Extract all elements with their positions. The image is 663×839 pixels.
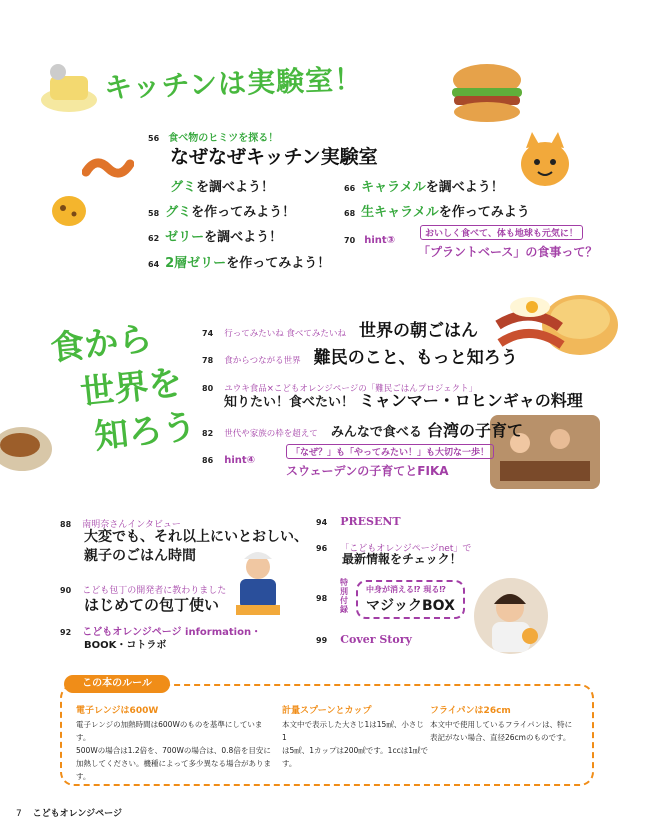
page-number: 64 (148, 260, 160, 269)
butter-dish-illustration (38, 62, 100, 114)
page-number: 88 (60, 520, 72, 529)
entry-subtitle: 「こどもオレンジページnet」で (340, 544, 472, 554)
toc-entry-98[interactable] (316, 586, 333, 605)
entry-title-line2[interactable]: 親子のごはん時間 (84, 548, 196, 564)
entry-subtitle: ユウキ食品×こどもオレンジページの「難民ごはんプロジェクト」 (224, 384, 478, 394)
entry-title: 台湾の子育て (426, 421, 523, 440)
page-number: 96 (316, 544, 328, 553)
toc-entry-99[interactable] (316, 628, 412, 647)
child-photo (474, 578, 548, 654)
rule-measuring (282, 705, 428, 770)
rule-line: 加熱してください。機種によって多少異なる場合があります。 (76, 759, 271, 781)
entry-title-pre: 知りたい！食べたい！ (224, 395, 355, 410)
section2-title-line3: 知ろう (92, 406, 199, 458)
toc-entry-94[interactable] (316, 510, 401, 529)
hint-badge: hint④ (224, 455, 256, 466)
entry-accent: 2層ゼリー (165, 256, 227, 271)
entry-subtitle: 世代や家族の枠を超えて (224, 429, 318, 439)
toc-entry-64[interactable] (148, 252, 330, 271)
entry-accent: グミ (170, 180, 197, 195)
dish-photo (0, 415, 52, 473)
page-number: 68 (344, 209, 356, 218)
rule-line: 本文中で表示した大さじ1は15㎖、小さじ1 (282, 720, 424, 742)
entry-rest: を調べよう！ (196, 180, 275, 195)
footer-page-number: 7 (16, 809, 22, 819)
entry-accent: グミ (165, 205, 192, 220)
page-number: 86 (202, 456, 214, 465)
special-supplement-tag: 特別付録 (340, 578, 348, 614)
magic-box-badge[interactable] (356, 580, 465, 619)
knife-lesson-photo (228, 545, 286, 619)
toc-entry-68[interactable] (344, 201, 530, 220)
cookie-illustration (50, 194, 88, 228)
toc-entry-82[interactable] (202, 418, 523, 441)
entry-subtitle: 食からつながる世界 (224, 356, 301, 366)
page-number: 56 (148, 134, 160, 143)
rule-head: フライパンは26cm (430, 706, 511, 716)
section2-title-line2: 世界を (78, 362, 185, 414)
page-number: 74 (202, 329, 214, 338)
entry-rest: を作ってみよう！ (226, 256, 331, 271)
sausage-illustration (82, 152, 134, 186)
hint-title[interactable]: 「プラントベース」の食事って？ (418, 245, 598, 259)
entry-accent: ゼリー (165, 230, 205, 245)
toc-entry-78[interactable] (202, 343, 518, 368)
entry-rest: を作ってみよう (438, 205, 530, 220)
rule-head: 電子レンジは600W (76, 706, 159, 716)
entry-title-line1[interactable]: はじめての包丁使い (84, 596, 220, 614)
entry-accent: 生キャラメル (361, 205, 439, 220)
entry-title[interactable]: なぜなぜキッチン実験室 (170, 146, 378, 168)
hint-title[interactable]: スウェーデンの子育てとFIKA (286, 464, 449, 478)
rules-tab: この本のルール (64, 675, 170, 693)
entry-title: ミャンマー・ロヒンギャの料理 (359, 391, 583, 410)
page-number: 78 (202, 356, 214, 365)
hint-subtitle: 「なぜ？」も「やってみたい！」も大切な一歩！ (286, 444, 494, 459)
toc-entry-86[interactable] (202, 448, 255, 467)
entry-rest: を調べよう！ (425, 180, 504, 195)
page-number: 70 (344, 236, 356, 245)
toc-entry-74[interactable] (202, 316, 478, 341)
section1-title: キッチンは実験室！ (103, 62, 364, 105)
rule-line: 電子レンジの加熱時間は600Wのものを基準にしています。 (76, 720, 263, 742)
rule-frypan (430, 705, 580, 744)
burger-illustration (444, 62, 530, 124)
rule-line: 本文中で使用しているフライパンは、特に (430, 720, 573, 729)
entry-subtitle: 行ってみたいね 食べてみたいね (224, 329, 346, 339)
entry-title: Cover Story (340, 633, 412, 646)
section2-title-line1: 食から (48, 318, 155, 370)
entry-title-line1[interactable]: 大変でも、それ以上にいとおしい、 (84, 529, 308, 545)
footer-brand: こどもオレンジページ (32, 809, 122, 819)
entry-subtitle: こども包丁の開発者に教わりました (82, 586, 227, 596)
entry-rest: を作ってみよう！ (191, 205, 296, 220)
toc-entry-62[interactable] (148, 226, 282, 245)
entry-title: 難民のこと、もっと知ろう (313, 348, 518, 368)
rule-microwave (76, 705, 276, 783)
entry-title: PRESENT (340, 515, 401, 528)
toc-entry-58[interactable] (148, 201, 295, 220)
page-number: 92 (60, 628, 72, 637)
entry-subtitle: こどもオレンジページ information・ (82, 627, 262, 638)
rule-line: 表記がない場合、直径26cmのものです。 (430, 733, 571, 742)
entry-title: マジックBOX (366, 598, 455, 614)
footer (16, 806, 122, 819)
entry-title[interactable]: 最新情報をチェック！ (342, 552, 462, 566)
page-number: 66 (344, 184, 356, 193)
hint-subtitle: おいしく食べて、体も地球も元気に！ (420, 225, 583, 240)
page-number: 80 (202, 384, 214, 393)
rule-line: 500Wの場合は1.2倍を、700Wの場合は、0.8倍を目安に (76, 746, 271, 755)
entry-subtitle: 食べ物のヒミツを探る！ (168, 133, 279, 144)
page-number: 62 (148, 234, 160, 243)
mascot-illustration (512, 128, 578, 190)
page-number: 98 (316, 594, 328, 603)
entry-title-pre: みんなで食べる (330, 425, 422, 440)
page-number: 58 (148, 209, 160, 218)
rule-head: 計量スプーンとカップ (282, 706, 372, 716)
rule-line: は5㎖、1カップは200㎖です。1ccは1㎖です。 (282, 746, 428, 768)
entry-accent: キャラメル (361, 180, 426, 195)
entry-subtitle: 南明奈さんインタビュー (82, 520, 181, 530)
entry-title-line1[interactable]: BOOK・コトラボ (84, 640, 167, 651)
entry-title: 世界の朝ごはん (359, 321, 479, 341)
toc-entry-gummy-study[interactable] (170, 176, 274, 195)
page-number: 94 (316, 518, 328, 527)
hint-badge: hint③ (364, 235, 396, 246)
page-number: 82 (202, 429, 214, 438)
toc-entry-66[interactable] (344, 176, 504, 195)
toc-entry-70[interactable] (344, 228, 395, 247)
entry-rest: を調べよう！ (204, 230, 283, 245)
entry-subtitle: 中身が消える⁉ 現る⁉ (366, 585, 447, 594)
page-number: 99 (316, 636, 328, 645)
toc-entry-80-title[interactable] (224, 388, 583, 411)
page-number: 90 (60, 586, 72, 595)
